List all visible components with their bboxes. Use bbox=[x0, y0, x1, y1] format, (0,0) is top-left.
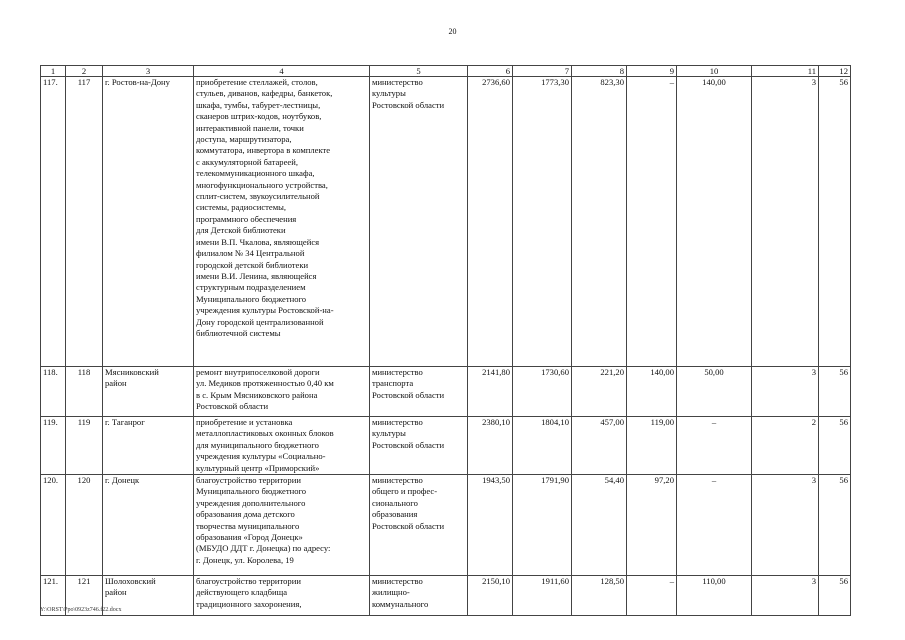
project-description-cell-line: сплит-систем, звукоусилительной bbox=[196, 191, 320, 202]
amount-cell: 54,40 bbox=[572, 475, 627, 576]
column-header: 9 bbox=[627, 66, 677, 77]
amount-cell: 140,00 bbox=[677, 77, 752, 367]
project-description-cell-line: учреждения культуры Ростовской-на- bbox=[196, 305, 334, 316]
amount-total-cell: 2380,10 bbox=[468, 417, 513, 475]
column-header: 4 bbox=[194, 66, 370, 77]
project-description-cell-line: приобретение стеллажей, столов, bbox=[196, 77, 318, 87]
project-description-cell-line: для Детской библиотеки bbox=[196, 225, 286, 236]
table-row bbox=[41, 576, 851, 616]
amount-total-cell: 2150,10 bbox=[468, 576, 513, 616]
project-description-cell-line: для муниципального бюджетного bbox=[196, 439, 319, 450]
row-index: 117. bbox=[41, 77, 66, 367]
amount-cell: 1791,90 bbox=[513, 475, 572, 576]
project-description-cell-line: в с. Крым Мясниковского района bbox=[196, 389, 318, 400]
municipality-cell-line: район bbox=[105, 378, 127, 389]
count-cell: 3 bbox=[752, 367, 819, 417]
amount-total-cell: 2141,80 bbox=[468, 367, 513, 417]
project-description-cell-line: благоустройство территории bbox=[196, 576, 301, 587]
municipality-cell-line: г. Донецк bbox=[105, 475, 140, 486]
amount-cell: – bbox=[627, 77, 677, 367]
municipality-cell-line: г. Таганрог bbox=[105, 417, 145, 427]
ministry-cell-line: жилищно- bbox=[372, 587, 410, 598]
project-description-cell-line: Дону городской централизованной bbox=[196, 316, 324, 327]
ministry-cell-line: культуры bbox=[372, 88, 406, 99]
amount-cell: 140,00 bbox=[627, 367, 677, 417]
count-cell: 3 bbox=[752, 77, 819, 367]
project-description-cell-line: г. Донецк, ул. Королева, 19 bbox=[196, 554, 294, 565]
project-description-cell-line: Муниципального бюджетного bbox=[196, 486, 307, 497]
project-description-cell-line: доступа, маршрутизатора, bbox=[196, 134, 292, 145]
project-description-cell-line: приобретение и установка bbox=[196, 417, 293, 427]
column-header: 6 bbox=[468, 66, 513, 77]
project-description-cell-line: структурным подразделением bbox=[196, 282, 306, 293]
municipality-cell bbox=[103, 77, 194, 367]
project-description-cell-line: библиотечной системы bbox=[196, 327, 281, 338]
project-description-cell-line: с аккумуляторной батареей, bbox=[196, 156, 298, 167]
ministry-cell bbox=[370, 576, 468, 616]
municipality-cell-line: г. Ростов-на-Дону bbox=[105, 77, 170, 87]
ministry-cell-line: министерство bbox=[372, 417, 423, 427]
project-description-cell-line: системы, радиосистемы, bbox=[196, 202, 287, 213]
row-number: 121 bbox=[66, 576, 103, 616]
project-description-cell-line: культурный центр «Приморский» bbox=[196, 462, 320, 473]
project-description-cell-line: сканеров штрих-кодов, ноутбуков, bbox=[196, 111, 322, 122]
ministry-cell bbox=[370, 77, 468, 367]
amount-total-cell: 2736,60 bbox=[468, 77, 513, 367]
project-description-cell-line: имени В.П. Чкалова, являющейся bbox=[196, 236, 320, 247]
project-description-cell-line: учреждения культуры «Социально- bbox=[196, 451, 326, 462]
count-cell: 56 bbox=[819, 417, 851, 475]
project-description-cell-line: филиалом № 34 Центральной bbox=[196, 248, 305, 259]
project-description-cell-line: шкафа, тумбы, табурет-лестницы, bbox=[196, 99, 321, 110]
row-index: 120. bbox=[41, 475, 66, 576]
table-row bbox=[41, 77, 851, 367]
column-header: 1 bbox=[41, 66, 66, 77]
ministry-cell-line: Ростовской области bbox=[372, 520, 445, 531]
table-row bbox=[41, 475, 851, 576]
project-description-cell-line: образования «Город Донецк» bbox=[196, 532, 303, 543]
ministry-cell-line: министерство bbox=[372, 77, 423, 87]
amount-cell: 97,20 bbox=[627, 475, 677, 576]
project-description-cell-line: многофункционального устройства, bbox=[196, 179, 328, 190]
project-description-cell-line: интерактивной панели, точки bbox=[196, 122, 304, 133]
project-description-cell-line: ул. Медиков протяженностью 0,40 км bbox=[196, 378, 334, 389]
row-number: 117 bbox=[66, 77, 103, 367]
row-number: 119 bbox=[66, 417, 103, 475]
column-header: 5 bbox=[370, 66, 468, 77]
amount-cell: 50,00 bbox=[677, 367, 752, 417]
project-description-cell-line: образования дома детского bbox=[196, 509, 295, 520]
project-description-cell bbox=[194, 77, 370, 367]
project-description-cell-line: ремонт внутрипоселковой дороги bbox=[196, 367, 320, 377]
project-description-cell-line: творчества муниципального bbox=[196, 520, 300, 531]
project-description-cell-line: Ростовской области bbox=[196, 401, 269, 412]
count-cell: 56 bbox=[819, 367, 851, 417]
column-header: 7 bbox=[513, 66, 572, 77]
count-cell: 56 bbox=[819, 475, 851, 576]
ministry-cell-line: общего и профес- bbox=[372, 486, 438, 497]
project-description-cell bbox=[194, 417, 370, 475]
amount-cell: – bbox=[627, 576, 677, 616]
project-description-cell-line: программного обеспечения bbox=[196, 213, 297, 224]
municipality-cell-line: район bbox=[105, 587, 127, 598]
ministry-cell-line: транспорта bbox=[372, 378, 414, 389]
ministry-cell-line: Ростовской области bbox=[372, 389, 445, 400]
amount-cell: 1773,30 bbox=[513, 77, 572, 367]
column-header: 10 bbox=[677, 66, 752, 77]
project-description-cell-line: коммутатора, инвертора в комплекте bbox=[196, 145, 331, 156]
amount-cell: 110,00 bbox=[677, 576, 752, 616]
amount-cell: 1804,10 bbox=[513, 417, 572, 475]
amount-cell: – bbox=[677, 417, 752, 475]
ministry-cell-line: культуры bbox=[372, 428, 406, 439]
project-description-cell-line: действующего кладбища bbox=[196, 587, 288, 598]
municipality-cell bbox=[103, 417, 194, 475]
project-description-cell-line: стульев, диванов, кафедры, банкеток, bbox=[196, 88, 333, 99]
municipality-cell-line: Мясниковский bbox=[105, 367, 159, 377]
column-header: 12 bbox=[819, 66, 851, 77]
ministry-cell-line: сионального bbox=[372, 497, 418, 508]
project-description-cell-line: городской детской библиотеки bbox=[196, 259, 309, 270]
ministry-cell-line: Ростовской области bbox=[372, 99, 445, 110]
municipality-cell-line: Шолоховский bbox=[105, 576, 156, 587]
project-description-cell-line: Муниципального бюджетного bbox=[196, 293, 307, 304]
project-description-cell-line: металлопластиковых оконных блоков bbox=[196, 428, 334, 439]
municipality-cell bbox=[103, 475, 194, 576]
amount-total-cell: 1943,50 bbox=[468, 475, 513, 576]
ministry-cell-line: образования bbox=[372, 509, 418, 520]
ministry-cell bbox=[370, 475, 468, 576]
row-index: 121. bbox=[41, 576, 66, 616]
count-cell: 56 bbox=[819, 77, 851, 367]
amount-cell: 128,50 bbox=[572, 576, 627, 616]
amount-cell: 823,30 bbox=[572, 77, 627, 367]
project-description-cell-line: благоустройство территории bbox=[196, 475, 301, 486]
ministry-cell bbox=[370, 367, 468, 417]
amount-cell: 1911,60 bbox=[513, 576, 572, 616]
column-header: 3 bbox=[103, 66, 194, 77]
ministry-cell-line: министерство bbox=[372, 576, 423, 587]
amount-cell: 457,00 bbox=[572, 417, 627, 475]
project-description-cell-line: телекоммуникационного шкафа, bbox=[196, 168, 315, 179]
amount-cell: 119,00 bbox=[627, 417, 677, 475]
column-header: 11 bbox=[752, 66, 819, 77]
ministry-cell-line: коммунального bbox=[372, 598, 429, 609]
project-description-cell bbox=[194, 367, 370, 417]
ministry-cell-line: министерство bbox=[372, 475, 423, 486]
column-header: 8 bbox=[572, 66, 627, 77]
count-cell: 3 bbox=[752, 475, 819, 576]
budget-table bbox=[40, 65, 851, 616]
column-header: 2 bbox=[66, 66, 103, 77]
ministry-cell-line: Ростовской области bbox=[372, 439, 445, 450]
table-row bbox=[41, 367, 851, 417]
count-cell: 2 bbox=[752, 417, 819, 475]
row-number: 118 bbox=[66, 367, 103, 417]
amount-cell: – bbox=[677, 475, 752, 576]
municipality-cell bbox=[103, 367, 194, 417]
table-row bbox=[41, 417, 851, 475]
project-description-cell bbox=[194, 576, 370, 616]
count-cell: 3 bbox=[752, 576, 819, 616]
page-number: 20 bbox=[448, 27, 457, 36]
column-number-row bbox=[41, 66, 851, 77]
row-index: 119. bbox=[41, 417, 66, 475]
project-description-cell-line: (МБУДО ДДТ г. Донецка) по адресу: bbox=[196, 543, 331, 554]
count-cell: 56 bbox=[819, 576, 851, 616]
amount-cell: 1730,60 bbox=[513, 367, 572, 417]
row-number: 120 bbox=[66, 475, 103, 576]
amount-cell: 221,20 bbox=[572, 367, 627, 417]
project-description-cell bbox=[194, 475, 370, 576]
file-path-footer: Y:\ORST\Ppo\0923z746.f22.docx bbox=[40, 607, 122, 613]
ministry-cell bbox=[370, 417, 468, 475]
project-description-cell-line: имени В.И. Ленина, являющейся bbox=[196, 270, 317, 281]
ministry-cell-line: министерство bbox=[372, 367, 423, 377]
row-index: 118. bbox=[41, 367, 66, 417]
project-description-cell-line: учреждения дополнительного bbox=[196, 497, 306, 508]
project-description-cell-line: традиционного захоронения, bbox=[196, 598, 302, 609]
